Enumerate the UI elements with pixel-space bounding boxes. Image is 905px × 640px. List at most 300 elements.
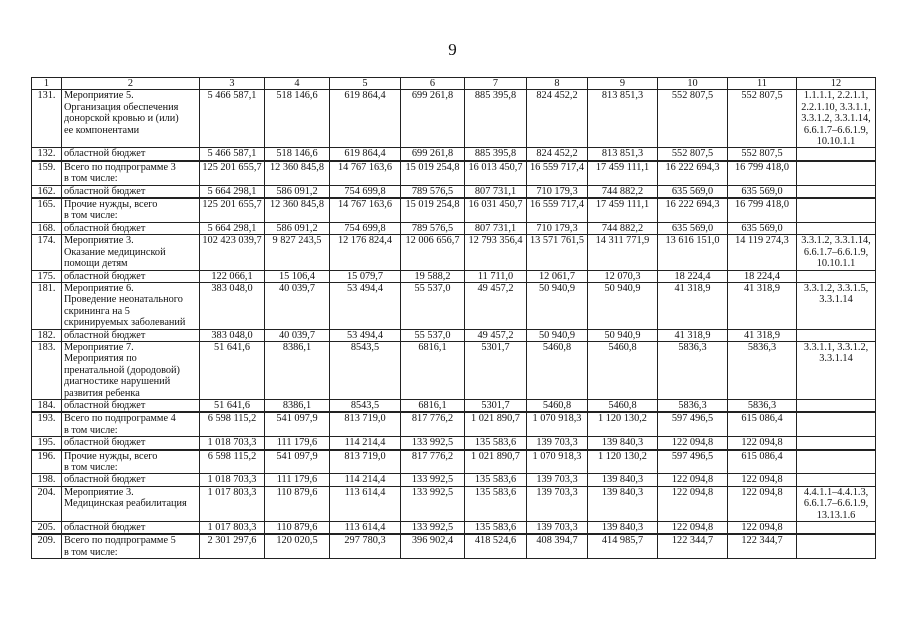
table-row [32, 270, 876, 282]
value-cell: 552 807,5 [728, 148, 797, 161]
row-name-line: областной бюджет [64, 270, 146, 282]
indicator-codes [797, 437, 876, 450]
indicator-code-line: 6.6.1.7–6.6.1.9, [803, 246, 869, 258]
row-name-line: развития ребенка [64, 387, 140, 399]
value-cell: 102 423 039,7 [200, 235, 265, 270]
row-number: 174. [32, 235, 62, 270]
row-number: 168. [32, 222, 62, 234]
row-number: 198. [32, 474, 62, 486]
indicator-code-line: 10.10.1.1 [816, 258, 856, 270]
value-cell: 744 882,2 [588, 222, 658, 234]
value-cell: 15 019 254,8 [401, 198, 465, 222]
value-cell: 5 664 298,1 [200, 185, 265, 198]
row-name-line: донорской кровью и (или) [64, 113, 179, 125]
row-number: 132. [32, 148, 62, 161]
indicator-codes [797, 399, 876, 412]
value-cell: 16 013 450,7 [465, 161, 527, 185]
indicator-code-line: 6.6.1.7–6.6.1.9, [803, 498, 869, 510]
value-cell: 5301,7 [465, 341, 527, 399]
column-header: 2 [62, 78, 200, 90]
value-cell: 8386,1 [265, 399, 330, 412]
value-cell: 139 840,3 [588, 437, 658, 450]
row-name-line: Всего по подпрограмме 4 [64, 413, 176, 425]
value-cell: 41 318,9 [658, 282, 728, 329]
value-cell: 5836,3 [658, 341, 728, 399]
value-cell: 135 583,6 [465, 474, 527, 486]
value-cell: 135 583,6 [465, 522, 527, 535]
value-cell: 41 318,9 [728, 329, 797, 341]
value-cell: 40 039,7 [265, 282, 330, 329]
table-row [32, 486, 876, 521]
column-header: 10 [658, 78, 728, 90]
value-cell: 122 094,8 [658, 474, 728, 486]
row-number: 165. [32, 198, 62, 222]
value-cell: 1 070 918,3 [527, 450, 588, 474]
value-cell: 110 879,6 [265, 486, 330, 521]
value-cell: 133 992,5 [401, 486, 465, 521]
value-cell: 1 018 703,3 [200, 437, 265, 450]
page-number: 9 [448, 40, 457, 59]
indicator-code-line: 3.3.1.2, 3.3.1.14, [801, 235, 871, 247]
value-cell: 635 569,0 [658, 185, 728, 198]
row-name [62, 534, 200, 558]
indicator-code-line: 6.6.1.7–6.6.1.9, [803, 124, 869, 136]
value-cell: 122 094,8 [728, 474, 797, 486]
table-row [32, 437, 876, 450]
value-cell: 139 840,3 [588, 486, 658, 521]
indicator-codes [797, 329, 876, 341]
table-row [32, 399, 876, 412]
value-cell: 122 344,7 [658, 534, 728, 558]
row-name-line: областной бюджет [64, 222, 146, 234]
row-name-line: Прочие нужды, всего [64, 450, 158, 462]
row-name [62, 161, 200, 185]
table-row [32, 341, 876, 399]
value-cell: 6 598 115,2 [200, 412, 265, 436]
row-number: 196. [32, 450, 62, 474]
budget-table [31, 77, 876, 559]
row-name-line: в том числе: [64, 424, 118, 436]
indicator-codes [797, 341, 876, 399]
value-cell: 18 224,4 [658, 270, 728, 282]
value-cell: 885 395,8 [465, 90, 527, 148]
value-cell: 13 616 151,0 [658, 235, 728, 270]
value-cell: 1 018 703,3 [200, 474, 265, 486]
value-cell: 518 146,6 [265, 90, 330, 148]
value-cell: 813 719,0 [330, 412, 401, 436]
value-cell: 49 457,2 [465, 282, 527, 329]
value-cell: 8386,1 [265, 341, 330, 399]
value-cell: 408 394,7 [527, 534, 588, 558]
value-cell: 541 097,9 [265, 450, 330, 474]
indicator-codes [797, 148, 876, 161]
value-cell: 133 992,5 [401, 437, 465, 450]
row-name-line: областной бюджет [64, 522, 146, 534]
row-name-line: в том числе: [64, 173, 118, 185]
row-name-line: ее компонентами [64, 124, 140, 136]
value-cell: 1 017 803,3 [200, 486, 265, 521]
row-name-line: областной бюджет [64, 329, 146, 341]
value-cell: 12 006 656,7 [401, 235, 465, 270]
value-cell: 12 061,7 [527, 270, 588, 282]
header-row [32, 78, 876, 90]
row-name-line: пренатальной (дородовой) [64, 364, 180, 376]
row-name-line: областной бюджет [64, 437, 146, 449]
value-cell: 122 094,8 [658, 486, 728, 521]
value-cell: 5460,8 [527, 399, 588, 412]
indicator-codes [797, 282, 876, 329]
table-row [32, 148, 876, 161]
value-cell: 53 494,4 [330, 282, 401, 329]
value-cell: 6 598 115,2 [200, 450, 265, 474]
value-cell: 597 496,5 [658, 412, 728, 436]
value-cell: 14 311 771,9 [588, 235, 658, 270]
value-cell: 297 780,3 [330, 534, 401, 558]
indicator-codes [797, 235, 876, 270]
table-row [32, 235, 876, 270]
row-name [62, 148, 200, 161]
value-cell: 12 360 845,8 [265, 198, 330, 222]
value-cell: 122 094,8 [728, 522, 797, 535]
value-cell: 55 537,0 [401, 329, 465, 341]
value-cell: 41 318,9 [728, 282, 797, 329]
row-name-line: Мероприятие 7. [64, 341, 134, 353]
indicator-code-line: 3.3.1.2, 3.3.1.14, [801, 113, 871, 125]
value-cell: 139 703,3 [527, 437, 588, 450]
column-header: 5 [330, 78, 401, 90]
value-cell: 414 985,7 [588, 534, 658, 558]
table-row [32, 412, 876, 436]
table-row [32, 161, 876, 185]
indicator-code-line: 4.4.1.1–4.4.1.3, [803, 486, 869, 498]
row-name-line: Прочие нужды, всего [64, 199, 158, 211]
value-cell: 122 094,8 [658, 437, 728, 450]
value-cell: 619 864,4 [330, 90, 401, 148]
value-cell: 139 703,3 [527, 486, 588, 521]
row-name-line: скринируемых заболеваний [64, 317, 186, 329]
value-cell: 12 793 356,4 [465, 235, 527, 270]
value-cell: 807 731,1 [465, 222, 527, 234]
value-cell: 710 179,3 [527, 222, 588, 234]
row-number: 162. [32, 185, 62, 198]
row-name-line: Всего по подпрограмме 3 [64, 161, 176, 173]
row-name-line: в том числе: [64, 210, 118, 222]
value-cell: 16 031 450,7 [465, 198, 527, 222]
value-cell: 813 851,3 [588, 90, 658, 148]
row-name-line: помощи детям [64, 258, 128, 270]
value-cell: 5836,3 [728, 399, 797, 412]
value-cell: 15 106,4 [265, 270, 330, 282]
value-cell: 754 699,8 [330, 185, 401, 198]
value-cell: 635 569,0 [728, 222, 797, 234]
value-cell: 5460,8 [588, 399, 658, 412]
row-name [62, 522, 200, 535]
value-cell: 18 224,4 [728, 270, 797, 282]
value-cell: 50 940,9 [588, 329, 658, 341]
value-cell: 17 459 111,1 [588, 198, 658, 222]
row-name-line: скрининга на 5 [64, 305, 130, 317]
indicator-codes [797, 222, 876, 234]
indicator-code-line: 3.3.1.14 [819, 353, 853, 365]
indicator-codes [797, 270, 876, 282]
value-cell: 5301,7 [465, 399, 527, 412]
value-cell: 597 496,5 [658, 450, 728, 474]
value-cell: 824 452,2 [527, 148, 588, 161]
value-cell: 9 827 243,5 [265, 235, 330, 270]
value-cell: 122 094,8 [658, 522, 728, 535]
value-cell: 55 537,0 [401, 282, 465, 329]
column-header: 9 [588, 78, 658, 90]
row-number: 193. [32, 412, 62, 436]
table-row [32, 90, 876, 148]
value-cell: 541 097,9 [265, 412, 330, 436]
value-cell: 813 851,3 [588, 148, 658, 161]
row-name [62, 90, 200, 148]
indicator-code-line: 13.13.1.6 [816, 509, 856, 521]
table-row [32, 282, 876, 329]
value-cell: 5 466 587,1 [200, 148, 265, 161]
value-cell: 552 807,5 [658, 148, 728, 161]
value-cell: 1 070 918,3 [527, 412, 588, 436]
value-cell: 133 992,5 [401, 474, 465, 486]
indicator-code-line: 10.10.1.1 [816, 136, 856, 148]
column-header: 1 [32, 78, 62, 90]
value-cell: 122 094,8 [728, 486, 797, 521]
value-cell: 14 767 163,6 [330, 161, 401, 185]
value-cell: 635 569,0 [658, 222, 728, 234]
value-cell: 19 588,2 [401, 270, 465, 282]
indicator-code-line: 1.1.1.1, 2.2.1.1, [803, 90, 869, 102]
row-name-line: Проведение неонатального [64, 294, 183, 306]
row-number: 175. [32, 270, 62, 282]
value-cell: 5 466 587,1 [200, 90, 265, 148]
value-cell: 125 201 655,7 [200, 161, 265, 185]
row-name [62, 222, 200, 234]
row-name [62, 198, 200, 222]
indicator-code-line: 3.3.1.14 [819, 294, 853, 306]
value-cell: 15 079,7 [330, 270, 401, 282]
value-cell: 518 146,6 [265, 148, 330, 161]
value-cell: 15 019 254,8 [401, 161, 465, 185]
table-row [32, 522, 876, 535]
row-name [62, 399, 200, 412]
value-cell: 885 395,8 [465, 148, 527, 161]
value-cell: 1 017 803,3 [200, 522, 265, 535]
value-cell: 114 214,4 [330, 437, 401, 450]
row-name-line: Всего по подпрограмме 5 [64, 535, 176, 547]
value-cell: 5 664 298,1 [200, 222, 265, 234]
value-cell: 114 214,4 [330, 474, 401, 486]
value-cell: 2 301 297,6 [200, 534, 265, 558]
value-cell: 139 840,3 [588, 474, 658, 486]
value-cell: 813 719,0 [330, 450, 401, 474]
row-number: 182. [32, 329, 62, 341]
value-cell: 6816,1 [401, 399, 465, 412]
value-cell: 12 176 824,4 [330, 235, 401, 270]
indicator-code-line: 3.3.1.1, 3.3.1.2, [803, 341, 869, 353]
value-cell: 824 452,2 [527, 90, 588, 148]
row-name [62, 474, 200, 486]
value-cell: 383 048,0 [200, 329, 265, 341]
value-cell: 14 767 163,6 [330, 198, 401, 222]
column-header: 7 [465, 78, 527, 90]
row-name [62, 341, 200, 399]
row-number: 195. [32, 437, 62, 450]
table-row [32, 450, 876, 474]
row-name [62, 450, 200, 474]
value-cell: 710 179,3 [527, 185, 588, 198]
indicator-codes [797, 522, 876, 535]
row-name-line: Медицинская реабилитация [64, 498, 187, 510]
value-cell: 16 559 717,4 [527, 161, 588, 185]
table-row [32, 185, 876, 198]
value-cell: 699 261,8 [401, 148, 465, 161]
value-cell: 50 940,9 [527, 329, 588, 341]
value-cell: 586 091,2 [265, 185, 330, 198]
value-cell: 5460,8 [588, 341, 658, 399]
indicator-codes [797, 474, 876, 486]
value-cell: 789 576,5 [401, 222, 465, 234]
value-cell: 111 179,6 [265, 474, 330, 486]
row-name-line: диагностике нарушений [64, 376, 171, 388]
value-cell: 50 940,9 [527, 282, 588, 329]
value-cell: 635 569,0 [728, 185, 797, 198]
row-name-line: в том числе: [64, 546, 118, 558]
value-cell: 586 091,2 [265, 222, 330, 234]
value-cell: 8543,5 [330, 399, 401, 412]
value-cell: 619 864,4 [330, 148, 401, 161]
value-cell: 418 524,6 [465, 534, 527, 558]
value-cell: 383 048,0 [200, 282, 265, 329]
value-cell: 16 799 418,0 [728, 161, 797, 185]
column-header: 11 [728, 78, 797, 90]
value-cell: 122 066,1 [200, 270, 265, 282]
row-number: 205. [32, 522, 62, 535]
row-name-line: областной бюджет [64, 185, 146, 197]
value-cell: 396 902,4 [401, 534, 465, 558]
value-cell: 40 039,7 [265, 329, 330, 341]
value-cell: 16 799 418,0 [728, 198, 797, 222]
value-cell: 111 179,6 [265, 437, 330, 450]
indicator-codes [797, 198, 876, 222]
value-cell: 615 086,4 [728, 412, 797, 436]
indicator-codes [797, 185, 876, 198]
row-name [62, 437, 200, 450]
row-name-line: областной бюджет [64, 148, 146, 160]
column-header: 3 [200, 78, 265, 90]
value-cell: 6816,1 [401, 341, 465, 399]
row-number: 184. [32, 399, 62, 412]
row-name-line: Мероприятие 6. [64, 282, 134, 294]
value-cell: 8543,5 [330, 341, 401, 399]
value-cell: 789 576,5 [401, 185, 465, 198]
value-cell: 12 070,3 [588, 270, 658, 282]
row-name [62, 486, 200, 521]
row-name [62, 270, 200, 282]
value-cell: 1 120 130,2 [588, 412, 658, 436]
value-cell: 113 614,4 [330, 522, 401, 535]
row-number: 183. [32, 341, 62, 399]
value-cell: 552 807,5 [728, 90, 797, 148]
row-name [62, 282, 200, 329]
value-cell: 139 840,3 [588, 522, 658, 535]
column-header: 4 [265, 78, 330, 90]
column-header: 6 [401, 78, 465, 90]
column-header: 12 [797, 78, 876, 90]
column-header: 8 [527, 78, 588, 90]
value-cell: 16 222 694,3 [658, 161, 728, 185]
row-name [62, 329, 200, 341]
value-cell: 113 614,4 [330, 486, 401, 521]
value-cell: 50 940,9 [588, 282, 658, 329]
indicator-code-line: 2.2.1.10, 3.3.1.1, [801, 101, 871, 113]
value-cell: 12 360 845,8 [265, 161, 330, 185]
value-cell: 120 020,5 [265, 534, 330, 558]
row-name-line: Мероприятие 5. [64, 90, 134, 102]
indicator-codes [797, 412, 876, 436]
row-number: 131. [32, 90, 62, 148]
row-name-line: Мероприятия по [64, 353, 137, 365]
value-cell: 1 021 890,7 [465, 450, 527, 474]
row-name-line: областной бюджет [64, 399, 146, 411]
table-row [32, 222, 876, 234]
indicator-codes [797, 450, 876, 474]
row-name-line: Мероприятие 3. [64, 235, 134, 247]
value-cell: 754 699,8 [330, 222, 401, 234]
value-cell: 51 641,6 [200, 341, 265, 399]
row-number: 159. [32, 161, 62, 185]
value-cell: 135 583,6 [465, 486, 527, 521]
row-name-line: Организация обеспечения [64, 101, 179, 113]
row-name-line: Мероприятие 3. [64, 486, 134, 498]
indicator-codes [797, 534, 876, 558]
row-number: 181. [32, 282, 62, 329]
row-name-line: областной бюджет [64, 474, 146, 486]
value-cell: 5836,3 [658, 399, 728, 412]
value-cell: 552 807,5 [658, 90, 728, 148]
value-cell: 817 776,2 [401, 450, 465, 474]
table-row [32, 474, 876, 486]
value-cell: 1 021 890,7 [465, 412, 527, 436]
row-name [62, 235, 200, 270]
value-cell: 122 094,8 [728, 437, 797, 450]
indicator-code-line: 3.3.1.2, 3.3.1.5, [803, 282, 869, 294]
row-number: 204. [32, 486, 62, 521]
value-cell: 615 086,4 [728, 450, 797, 474]
value-cell: 807 731,1 [465, 185, 527, 198]
value-cell: 11 711,0 [465, 270, 527, 282]
value-cell: 744 882,2 [588, 185, 658, 198]
row-name-line: Оказание медицинской [64, 246, 166, 258]
value-cell: 139 703,3 [527, 474, 588, 486]
table-row [32, 198, 876, 222]
value-cell: 817 776,2 [401, 412, 465, 436]
value-cell: 125 201 655,7 [200, 198, 265, 222]
value-cell: 135 583,6 [465, 437, 527, 450]
value-cell: 122 344,7 [728, 534, 797, 558]
value-cell: 133 992,5 [401, 522, 465, 535]
value-cell: 139 703,3 [527, 522, 588, 535]
value-cell: 49 457,2 [465, 329, 527, 341]
value-cell: 51 641,6 [200, 399, 265, 412]
indicator-codes [797, 486, 876, 521]
table-row [32, 534, 876, 558]
value-cell: 41 318,9 [658, 329, 728, 341]
table-row [32, 329, 876, 341]
row-number: 209. [32, 534, 62, 558]
value-cell: 5836,3 [728, 341, 797, 399]
row-name [62, 185, 200, 198]
